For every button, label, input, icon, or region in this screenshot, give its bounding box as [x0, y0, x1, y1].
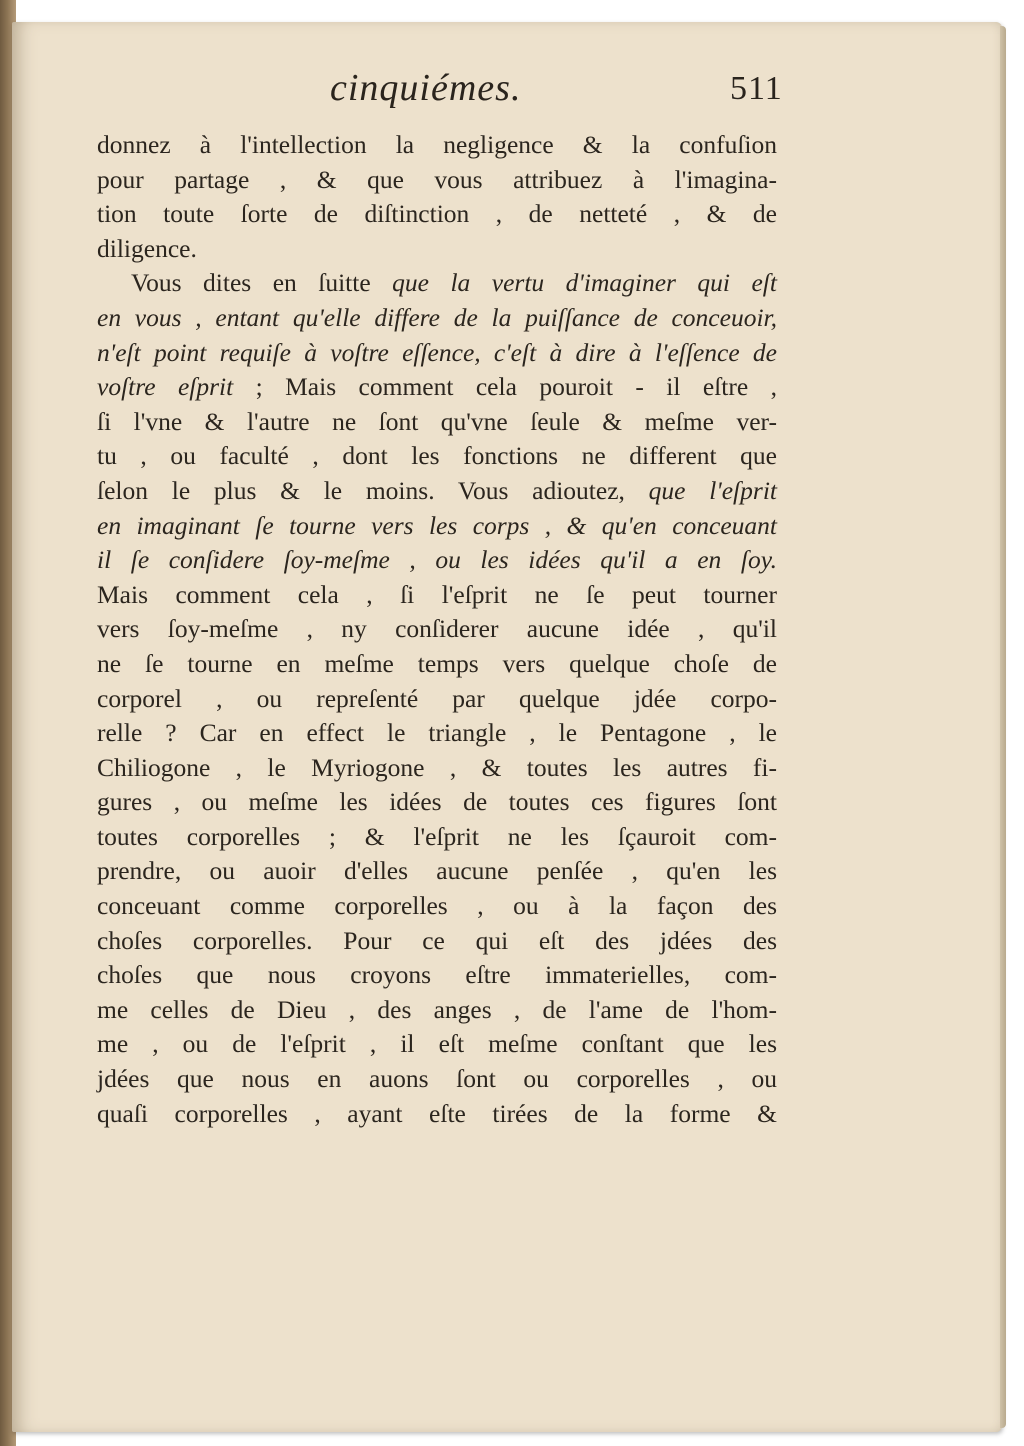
text-line: [97, 543, 777, 578]
text-segment: ; Mais comment cela pouroit - il eſtre ,: [233, 372, 777, 402]
italic-segment: voſtre eſprit: [97, 372, 234, 402]
text-segment: tion toute ſorte de diſtinction , de netteté , & de: [97, 199, 777, 229]
text-segment: Chiliogone , le Myriogone , & toutes les autres fi-: [97, 752, 777, 782]
text-line: [97, 578, 777, 613]
text-line: [97, 128, 777, 163]
text-line: [97, 301, 777, 336]
text-segment: prendre, ou auoir d'elles aucune penſée , qu'en les: [97, 856, 777, 886]
text-segment: corporel , ou repreſenté par quelque jdée corpo-: [97, 683, 777, 713]
text-segment: ſi l'vne & l'autre ne ſont qu'vne ſeule & meſme ver-: [97, 406, 777, 436]
body-text: [97, 128, 777, 1131]
text-line: [97, 1097, 777, 1132]
text-line: [97, 958, 777, 993]
text-segment: vers ſoy-meſme , ny conſiderer aucune idée , qu'il: [97, 614, 777, 644]
text-line: [97, 854, 777, 889]
text-segment: quaſi corporelles , ayant eſte tirées de la forme &: [97, 1098, 777, 1128]
text-line: [97, 751, 777, 786]
text-line: [97, 682, 777, 717]
text-line: [97, 820, 777, 855]
text-line: [97, 1062, 777, 1097]
text-segment: diligence.: [97, 233, 197, 263]
text-line: [97, 370, 777, 405]
text-segment: gures , ou meſme les idées de toutes ces figures ſont: [97, 787, 777, 817]
page-number: 511: [730, 70, 783, 107]
text-line: [97, 716, 777, 751]
text-line: [97, 889, 777, 924]
text-line: [97, 336, 777, 371]
text-segment: tu , ou faculté , dont les fonctions ne different que: [97, 441, 777, 471]
text-segment: pour partage , & que vous attribuez à l'imagina-: [97, 164, 777, 194]
italic-segment: que la vertu d'imaginer qui eſt: [392, 268, 777, 298]
italic-segment: en vous , entant qu'elle differe de la puiſſance de conceuoir,: [97, 302, 777, 332]
text-segment: choſes que nous croyons eſtre immaterielles, com-: [97, 960, 777, 990]
text-segment: toutes corporelles ; & l'eſprit ne les ſçauroit com-: [97, 821, 777, 851]
text-line: [97, 785, 777, 820]
text-line: [97, 509, 777, 544]
text-line: [97, 993, 777, 1028]
text-segment: me , ou de l'eſprit , il eſt meſme conſtant que les: [97, 1029, 777, 1059]
text-line: [97, 474, 777, 509]
text-segment: relle ? Car en effect le triangle , le Pentagone , le: [97, 718, 777, 748]
text-line: [97, 1027, 777, 1062]
text-line: [97, 197, 777, 232]
text-line: [97, 266, 777, 301]
text-segment: Mais comment cela , ſi l'eſprit ne ſe peut tourner: [97, 579, 777, 609]
text-segment: ne ſe tourne en meſme temps vers quelque choſe de: [97, 648, 777, 678]
text-segment: choſes corporelles. Pour ce qui eſt des jdées des: [97, 925, 777, 955]
italic-segment: que l'eſprit: [648, 475, 777, 505]
text-segment: jdées que nous en auons ſont ou corporelles , ou: [97, 1064, 777, 1094]
text-line: [97, 647, 777, 682]
text-segment: me celles de Dieu , des anges , de l'ame de l'hom-: [97, 994, 777, 1024]
italic-segment: en imaginant ſe tourne vers les corps , & qu'en conceuant: [97, 510, 777, 540]
page-edge: [1000, 26, 1006, 1428]
text-line: [97, 405, 777, 440]
text-segment: ſelon le plus & le moins. Vous adioutez,: [97, 475, 649, 505]
text-line: [97, 439, 777, 474]
text-line: [97, 163, 777, 198]
running-head: cinquiémes.: [330, 67, 522, 109]
text-line: [97, 232, 777, 267]
text-segment: conceuant comme corporelles , ou à la façon des: [97, 891, 777, 921]
italic-segment: n'eſt point requiſe à voſtre eſſence, c'eſt à dire à l'eſſence de: [97, 337, 777, 367]
text-line: [97, 612, 777, 647]
text-line: [97, 924, 777, 959]
text-segment: Vous dites en ſuitte: [131, 268, 393, 298]
text-segment: donnez à l'intellection la negligence & la confuſion: [97, 130, 777, 159]
italic-segment: il ſe conſidere ſoy-meſme , ou les idées qu'il a en ſoy.: [97, 545, 777, 575]
